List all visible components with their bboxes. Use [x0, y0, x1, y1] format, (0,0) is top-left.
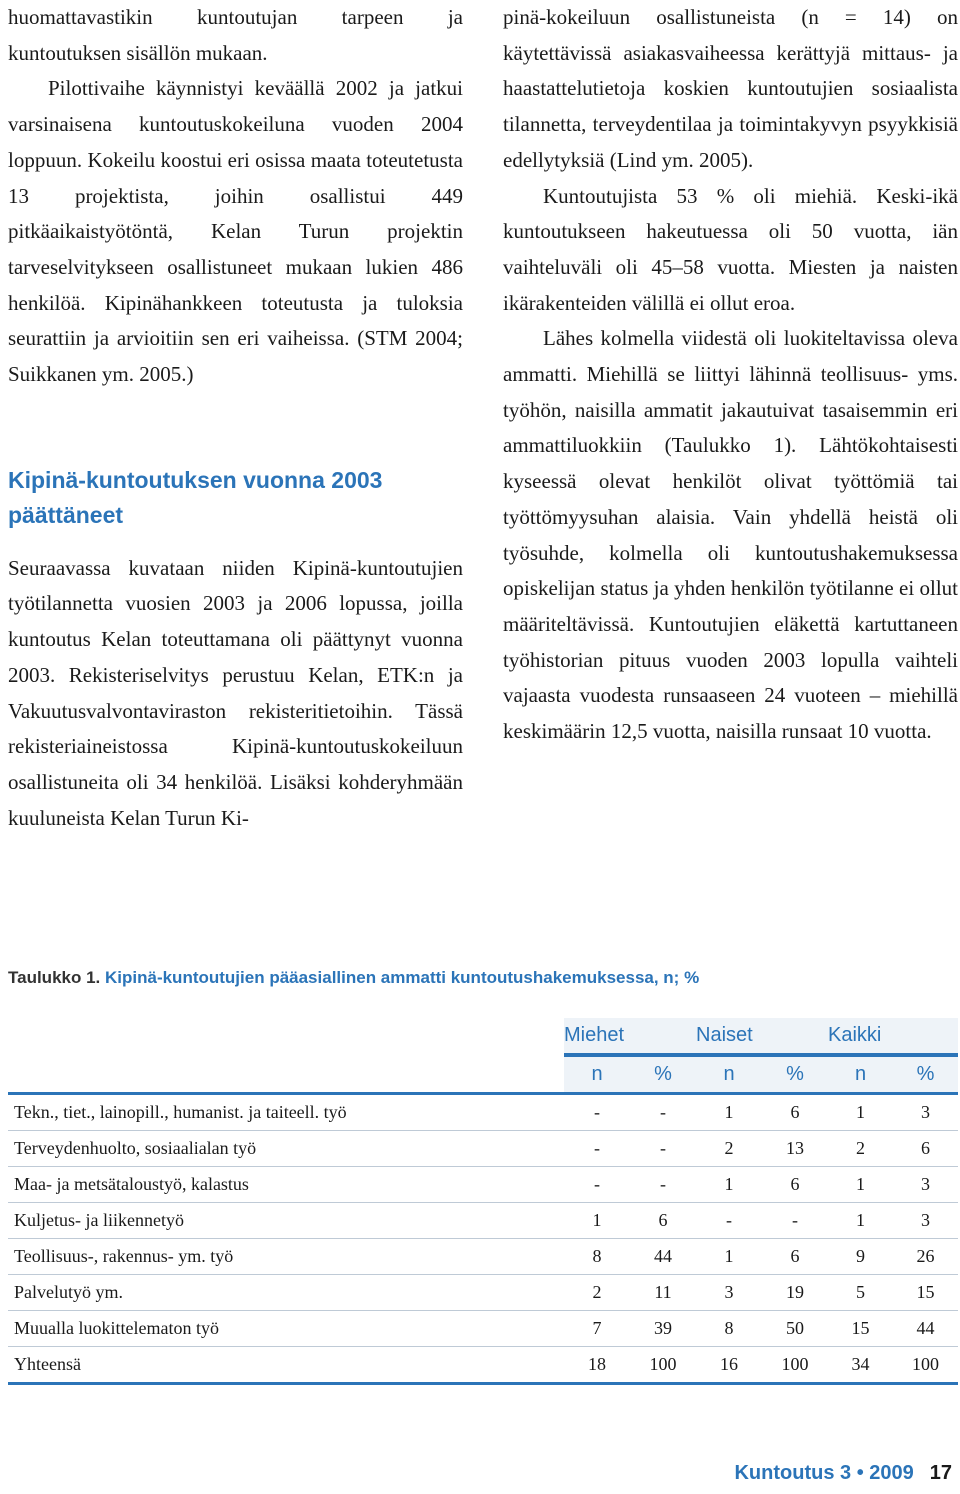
table-cell: - [762, 1203, 828, 1239]
table-cell: 8 [696, 1311, 762, 1347]
table-cell: 5 [828, 1275, 893, 1311]
table-row [8, 1131, 958, 1167]
table-cell: 15 [828, 1311, 893, 1347]
row-label: Terveydenhuolto, sosiaalialan työ [8, 1131, 564, 1167]
table-cell: 1 [828, 1167, 893, 1203]
table-row [8, 1275, 958, 1311]
table-cell: 3 [893, 1203, 958, 1239]
row-label: Teollisuus-, rakennus- ym. työ [8, 1239, 564, 1275]
paragraph: Kuntoutujista 53 % oli miehiä. Keski-ikä kuntoutukseen hakeutuessa oli 50 vuotta, iän vaihteluväli oli 45–58 vuotta. Miesten ja naisten ikärakenteiden välillä ei ollut eroa. [503, 183, 958, 315]
table-cell: 7 [564, 1311, 630, 1347]
table-cell: 9 [828, 1239, 893, 1275]
table-cell: 1 [696, 1167, 762, 1203]
column-header: n [564, 1055, 630, 1094]
table-cell: 44 [630, 1239, 696, 1275]
table-cell: 6 [762, 1239, 828, 1275]
table-cell: 44 [893, 1311, 958, 1347]
table-row [8, 1239, 958, 1275]
table-row [8, 1094, 958, 1131]
paragraph: Lähes kolmella viidestä oli luokiteltavissa oleva ammatti. Miehillä se liittyi lähinnä teollisuus- yms. työhön, naisilla ammatit jakautuivat tasaisemmin eri ammattiluokkiin (Taulukko 1). Lähtökohtaisesti kyseessä olevat henkilöt olivat työttömiä tai työttömyysuhan alaisia. Vain yhdellä heistä oli työsuhde, kolmella oli kuntoutushakemuksessa opiskelijan status ja yhden henkilön työtilanne ei ollut määriteltävissä. Kuntoutujien eläkettä kartuttaneen työhistorian pituus vuoden 2003 lopulla vaihteli vajaasta vuodesta runsaaseen 24 vuoteen – miehillä keskimäärin 12,5 vuotta, naisilla runsaat 10 vuotta. [503, 326, 958, 744]
group-header: Naiset [696, 1018, 828, 1055]
group-header: Kaikki [828, 1018, 958, 1055]
table-cell: 1 [696, 1239, 762, 1275]
table-cell: 16 [696, 1347, 762, 1384]
column-header: % [762, 1055, 828, 1094]
table-cell: 18 [564, 1347, 630, 1384]
table-body [8, 1094, 958, 1384]
row-label: Maa- ja metsätaloustyö, kalastus [8, 1167, 564, 1203]
table-cell: - [564, 1167, 630, 1203]
paragraph: huomattavastikin kuntoutujan tarpeen ja kuntoutuksen sisällön mukaan. [8, 5, 463, 65]
table-cell: 15 [893, 1275, 958, 1311]
table-cell: - [630, 1131, 696, 1167]
table-cell: 39 [630, 1311, 696, 1347]
table-row [8, 1203, 958, 1239]
table-cell: - [564, 1131, 630, 1167]
group-header: Miehet [564, 1018, 696, 1055]
table-cell: 3 [893, 1167, 958, 1203]
table-cell: 8 [564, 1239, 630, 1275]
table-cell: 2 [828, 1131, 893, 1167]
table-title: Kipinä-kuntoutujien pääasiallinen ammatti kuntoutushakemuksessa, n; % [105, 968, 700, 987]
table-group-header [8, 1018, 958, 1055]
paragraph: Seuraavassa kuvataan niiden Kipinä-kuntoutujien työtilannetta vuosien 2003 ja 2006 lopussa, joilla kuntoutus Kelan toteuttamana oli päättynyt vuonna 2003. Rekisteriselvitys perustuu Kelan, ETK:n ja Vakuutusvalvontaviraston rekisteritietoihin. Tässä rekisteriaineistossa Kipinä-kuntoutuskokeiluun osallistuneita oli 34 henkilöä. Lisäksi kohderyhmään kuuluneista Kelan Turun Ki- [8, 555, 463, 830]
row-label: Yhteensä [8, 1347, 564, 1384]
right-text-column [503, 0, 958, 750]
page-number: 17 [929, 1462, 952, 1484]
table-cell: 19 [762, 1275, 828, 1311]
table-cell: 11 [630, 1275, 696, 1311]
table-cell: 1 [828, 1094, 893, 1131]
column-header: % [630, 1055, 696, 1094]
page-footer [734, 1462, 952, 1485]
table-subheader [8, 1055, 958, 1094]
table-cell: 100 [762, 1347, 828, 1384]
table-cell: 3 [893, 1094, 958, 1131]
table-cell: 50 [762, 1311, 828, 1347]
table-cell: 100 [893, 1347, 958, 1384]
table-cell: - [564, 1094, 630, 1131]
table-cell: 26 [893, 1239, 958, 1275]
column-header: n [828, 1055, 893, 1094]
table-cell: 1 [828, 1203, 893, 1239]
journal-issue: Kuntoutus 3 • 2009 [734, 1462, 914, 1484]
table-cell: 2 [564, 1275, 630, 1311]
row-label: Muualla luokittelematon työ [8, 1311, 564, 1347]
table-label: Taulukko 1. [8, 968, 101, 987]
table-cell: - [630, 1167, 696, 1203]
table-row [8, 1167, 958, 1203]
column-header: n [696, 1055, 762, 1094]
section-heading: Kipinä-kuntoutuksen vuonna 2003 päättäneet [8, 466, 383, 528]
column-header: % [893, 1055, 958, 1094]
table-cell: - [630, 1094, 696, 1131]
table-cell: - [696, 1203, 762, 1239]
row-label: Tekn., tiet., lainopill., humanist. ja taiteell. työ [8, 1094, 564, 1131]
table-row [8, 1347, 958, 1384]
table-cell: 6 [630, 1203, 696, 1239]
table-cell: 100 [630, 1347, 696, 1384]
table-cell: 6 [762, 1094, 828, 1131]
occupation-table [8, 1018, 958, 1385]
table-cell: 6 [893, 1131, 958, 1167]
left-text-column [8, 0, 463, 836]
row-label: Kuljetus- ja liikennetyö [8, 1203, 564, 1239]
table-cell: 1 [696, 1094, 762, 1131]
paragraph: Pilottivaihe käynnistyi keväällä 2002 ja jatkui varsinaisena kuntoutuskokeiluna vuoden 2004 loppuun. Kokeilu koostui eri osissa maata toteutetusta 13 projektista, joihin osallistui 449 pitkäaikaistyötöntä, Kelan Turun projektin tarveselvitykseen osallistuneet mukaan lukien 486 henkilöä. Kipinähankkeen toteutusta ja tuloksia seurattiin ja arvioitiin sen eri vaiheissa. (STM 2004; Suikkanen ym. 2005.) [8, 76, 463, 387]
table-cell: 3 [696, 1275, 762, 1311]
table-row [8, 1311, 958, 1347]
table-cell: 6 [762, 1167, 828, 1203]
table-cell: 2 [696, 1131, 762, 1167]
row-label: Palvelutyö ym. [8, 1275, 564, 1311]
table-cell: 13 [762, 1131, 828, 1167]
paragraph: pinä-kokeiluun osallistuneista (n = 14) on käytettävissä asiakasvaiheessa kerättyjä mittaus- ja haastattelutietoja koskien kuntoutujien sosiaalista tilannetta, terveydentilaa ja toimintakyvyn psyykkisiä edellytyksiä (Lind ym. 2005). [503, 5, 958, 172]
table-caption [8, 968, 958, 988]
table-cell: 1 [564, 1203, 630, 1239]
table-cell: 34 [828, 1347, 893, 1384]
